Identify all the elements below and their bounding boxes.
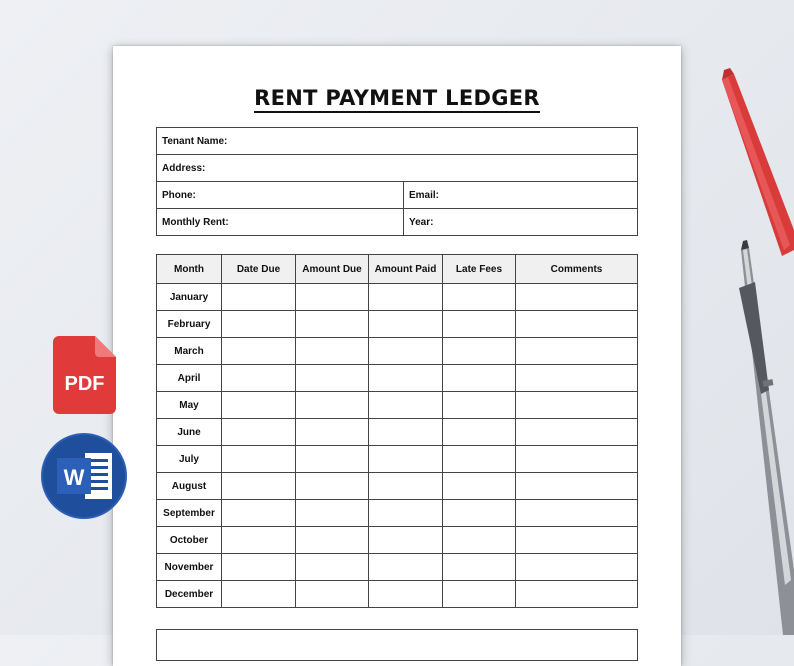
ledger-cell (516, 338, 638, 365)
ledger-cell (443, 338, 516, 365)
ledger-cell (296, 527, 369, 554)
ledger-cell (296, 473, 369, 500)
ledger-cell (516, 365, 638, 392)
ledger-cell (443, 365, 516, 392)
month-label: March (157, 338, 222, 365)
ledger-cell (516, 419, 638, 446)
ledger-cell (296, 365, 369, 392)
ledger-cell (296, 284, 369, 311)
month-label: June (157, 419, 222, 446)
ledger-sheet (113, 46, 681, 666)
table-row (157, 284, 638, 311)
ledger-cell (516, 554, 638, 581)
page-title (113, 86, 681, 110)
ledger-cell (369, 500, 443, 527)
month-label: February (157, 311, 222, 338)
ledger-cell (296, 392, 369, 419)
notes-box (156, 629, 638, 661)
ledger-cell (369, 473, 443, 500)
ledger-cell (443, 581, 516, 608)
red-pencil-icon (700, 60, 794, 260)
ledger-header-row (157, 255, 638, 284)
email-field: Email: (404, 182, 638, 209)
ledger-cell (222, 500, 296, 527)
ledger-cell (369, 419, 443, 446)
month-label: November (157, 554, 222, 581)
word-icon (41, 433, 127, 519)
address-field: Address: (157, 155, 638, 182)
ledger-cell (296, 581, 369, 608)
ledger-cell (369, 527, 443, 554)
monthly-rent-field: Monthly Rent: (157, 209, 404, 236)
ledger-cell (222, 365, 296, 392)
ledger-cell (296, 338, 369, 365)
column-header-comments: Comments (516, 255, 638, 284)
ledger-cell (443, 446, 516, 473)
month-label: May (157, 392, 222, 419)
ledger-cell (369, 284, 443, 311)
month-label: August (157, 473, 222, 500)
pdf-icon (53, 336, 116, 414)
ledger-cell (516, 284, 638, 311)
table-row (157, 554, 638, 581)
ledger-cell (222, 473, 296, 500)
silver-pen-icon (725, 240, 794, 635)
ledger-cell (369, 392, 443, 419)
ledger-cell (222, 338, 296, 365)
tenant-name-field: Tenant Name: (157, 128, 638, 155)
ledger-cell (222, 311, 296, 338)
ledger-cell (369, 581, 443, 608)
ledger-cell (443, 554, 516, 581)
ledger-cell (222, 392, 296, 419)
column-header-late-fees: Late Fees (443, 255, 516, 284)
column-header-amount-due: Amount Due (296, 255, 369, 284)
ledger-cell (443, 500, 516, 527)
ledger-cell (516, 500, 638, 527)
ledger-cell (443, 311, 516, 338)
table-row (157, 419, 638, 446)
column-header-amount-paid: Amount Paid (369, 255, 443, 284)
phone-field: Phone: (157, 182, 404, 209)
ledger-cell (222, 446, 296, 473)
ledger-cell (516, 446, 638, 473)
month-label: September (157, 500, 222, 527)
ledger-cell (516, 311, 638, 338)
ledger-cell (369, 446, 443, 473)
ledger-cell (222, 419, 296, 446)
ledger-cell (516, 527, 638, 554)
ledger-cell (443, 527, 516, 554)
ledger-cell (296, 500, 369, 527)
ledger-table (156, 254, 638, 608)
table-row (157, 311, 638, 338)
ledger-cell (369, 338, 443, 365)
month-label: April (157, 365, 222, 392)
table-row (157, 500, 638, 527)
ledger-cell (443, 473, 516, 500)
ledger-cell (222, 554, 296, 581)
table-row (157, 446, 638, 473)
page-title-text: RENT PAYMENT LEDGER (254, 86, 540, 113)
ledger-cell (516, 473, 638, 500)
ledger-cell (516, 581, 638, 608)
ledger-cell (296, 554, 369, 581)
ledger-cell (222, 284, 296, 311)
ledger-cell (443, 284, 516, 311)
ledger-cell (369, 311, 443, 338)
ledger-cell (443, 392, 516, 419)
ledger-cell (369, 365, 443, 392)
ledger-cell (296, 446, 369, 473)
month-label: December (157, 581, 222, 608)
pdf-icon-label: PDF (64, 373, 105, 395)
table-row (157, 365, 638, 392)
ledger-cell (296, 311, 369, 338)
table-row (157, 581, 638, 608)
month-label: October (157, 527, 222, 554)
year-field: Year: (404, 209, 638, 236)
table-row (157, 473, 638, 500)
ledger-cell (369, 554, 443, 581)
ledger-cell (516, 392, 638, 419)
tenant-info-table (156, 127, 638, 236)
ledger-cell (222, 581, 296, 608)
month-label: January (157, 284, 222, 311)
table-row (157, 338, 638, 365)
month-label: July (157, 446, 222, 473)
column-header-month: Month (157, 255, 222, 284)
ledger-cell (296, 419, 369, 446)
ledger-cell (443, 419, 516, 446)
table-row (157, 392, 638, 419)
column-header-date-due: Date Due (222, 255, 296, 284)
word-icon-label: W (63, 465, 85, 490)
table-row (157, 527, 638, 554)
ledger-cell (222, 527, 296, 554)
